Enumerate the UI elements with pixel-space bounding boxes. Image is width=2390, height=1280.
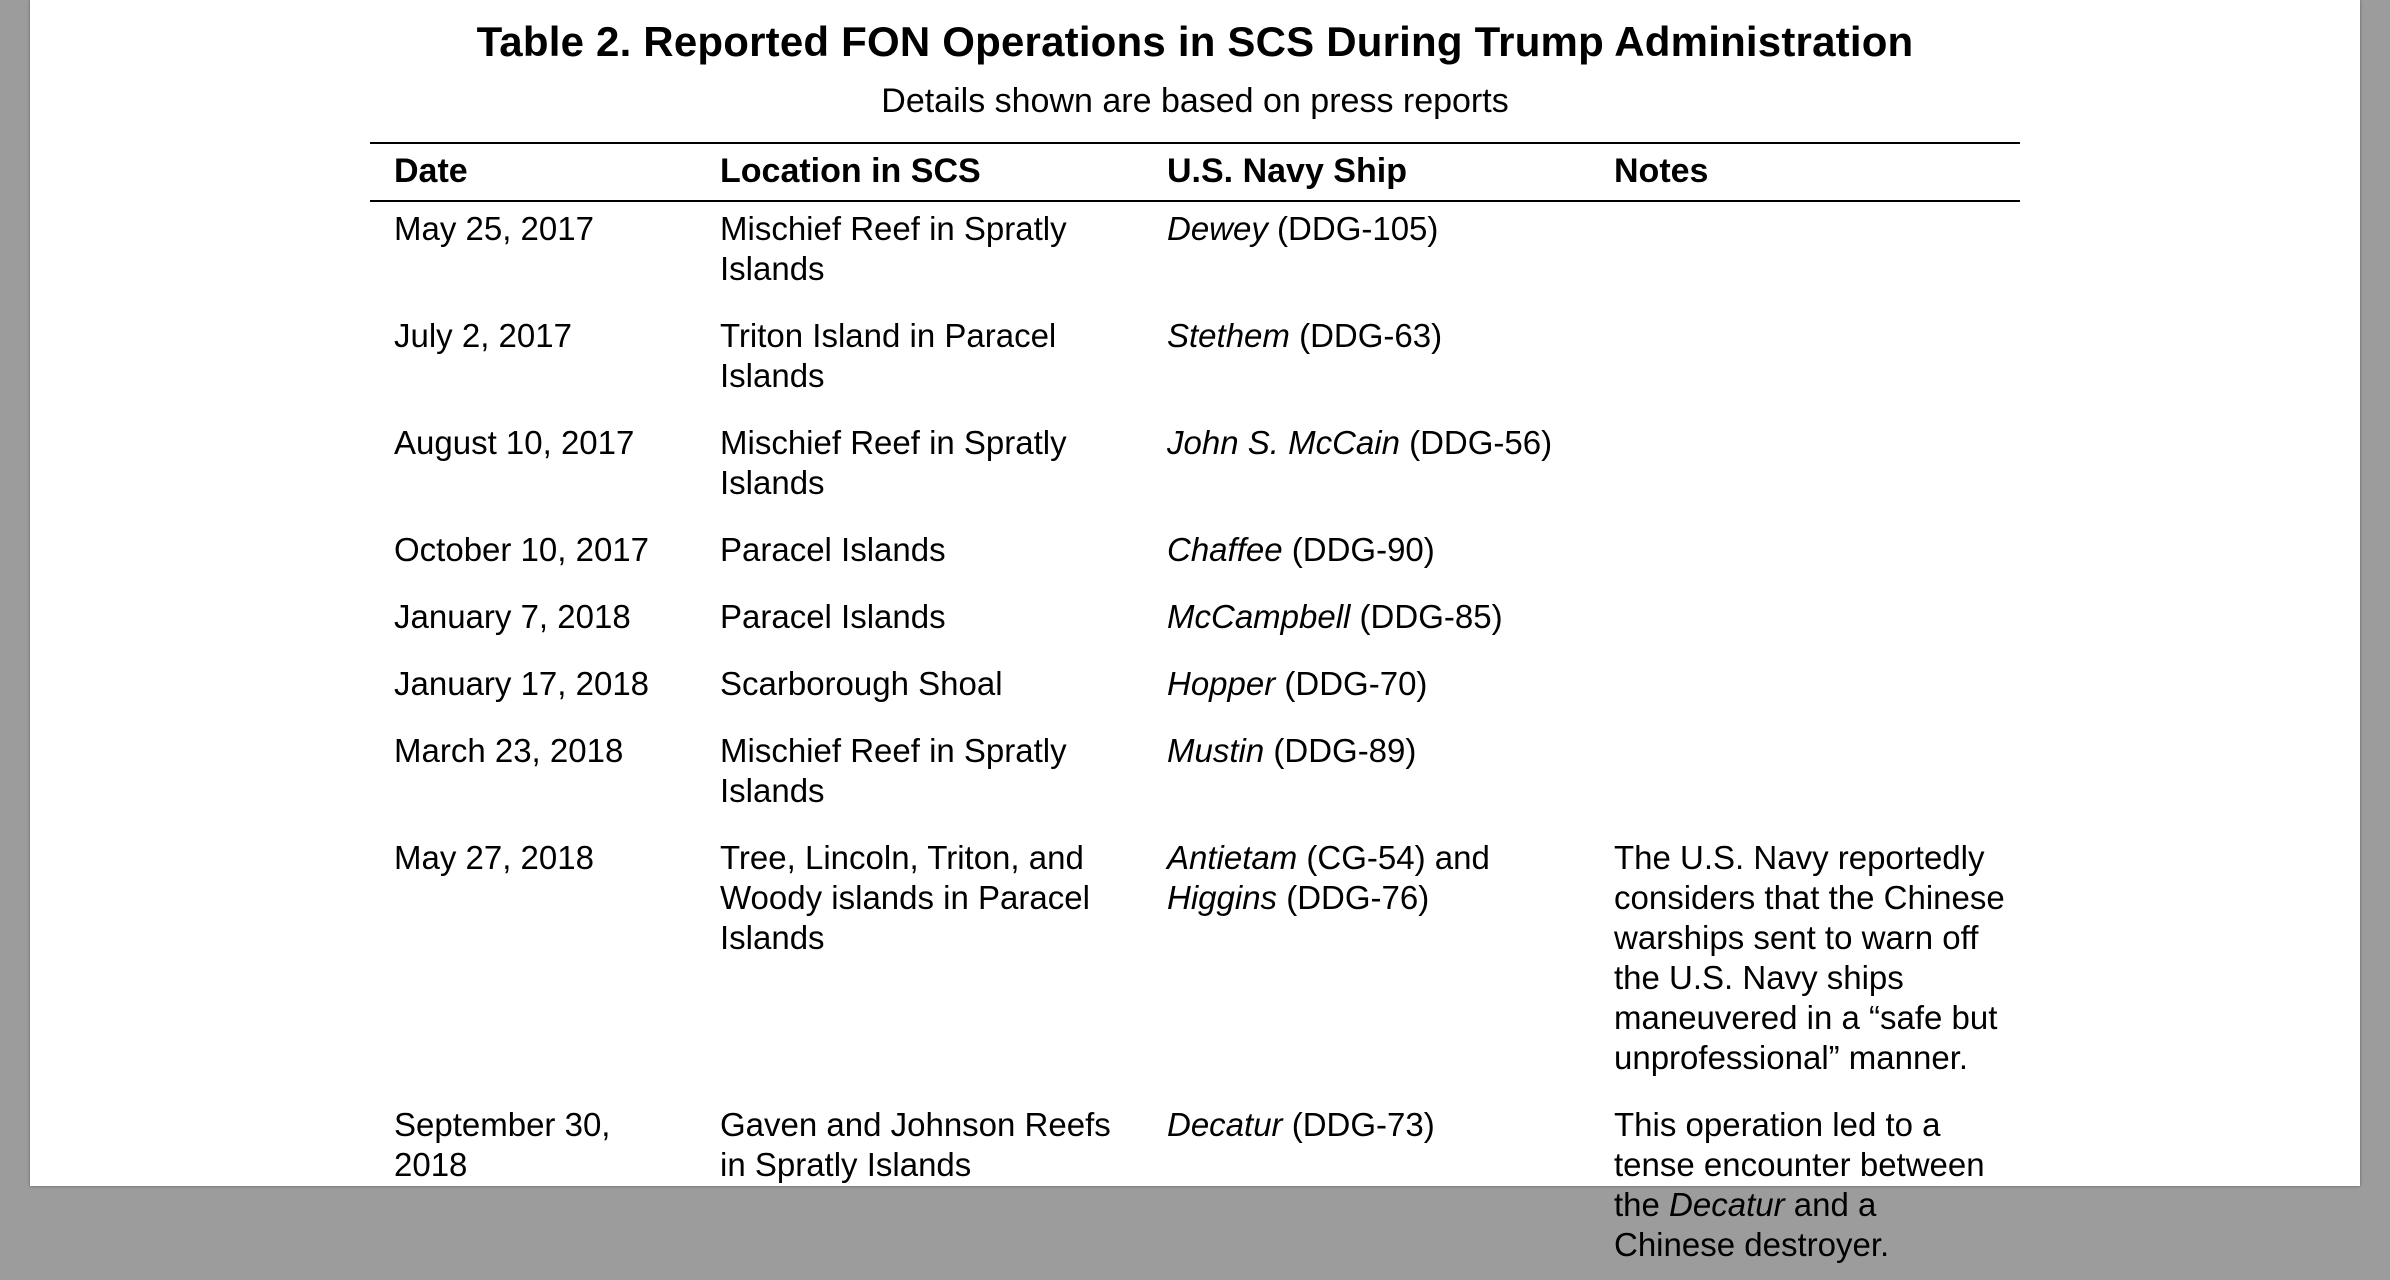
table-row	[370, 585, 2020, 652]
cell-location: Mischief Reef in Spratly Islands	[720, 210, 1067, 287]
cell-location: Mischief Reef in Spratly Islands	[720, 424, 1067, 501]
ship-hull-number: (DDG-105)	[1267, 210, 1439, 247]
ship-hull-number: (DDG-73)	[1282, 1106, 1435, 1143]
table-row	[370, 652, 2020, 719]
cell-date: May 27, 2018	[394, 839, 594, 876]
cell-notes	[1590, 652, 2020, 719]
cell-location: Tree, Lincoln, Triton, and Woody islands in Paracel Islands	[720, 839, 1090, 956]
table-row	[370, 518, 2020, 585]
ship-name: Chaffee	[1167, 531, 1283, 568]
column-header-location: Location in SCS	[696, 143, 1143, 201]
ship-hull-number: (CG-54) and	[1297, 839, 1490, 876]
cell-date: August 10, 2017	[394, 424, 635, 461]
table	[370, 142, 2020, 1280]
cell-date: January 7, 2018	[394, 598, 631, 635]
table-header	[370, 143, 2020, 201]
ship-hull-number: (DDG-90)	[1282, 531, 1435, 568]
cell-ship	[1143, 719, 1590, 826]
column-header-date: Date	[370, 143, 696, 201]
cell-location: Triton Island in Paracel Islands	[720, 317, 1057, 394]
cell-notes: The U.S. Navy reportedly considers that the Chinese warships sent to warn off the U.S. Navy ships maneuvered in a “safe but unprofessional” manner.	[1614, 839, 2005, 1076]
notes-ship-name: Decatur	[1669, 1186, 1785, 1223]
ship-hull-number: (DDG-70)	[1275, 665, 1428, 702]
cell-location: Paracel Islands	[720, 598, 946, 635]
cell-location: Mischief Reef in Spratly Islands	[720, 732, 1067, 809]
notes-text-end: and a Chinese destroyer.	[1614, 1186, 1890, 1263]
table-row	[370, 826, 2020, 1093]
ship-name: Decatur	[1167, 1106, 1283, 1143]
cell-date: July 2, 2017	[394, 317, 572, 354]
cell-ship	[1143, 304, 1590, 411]
ship-hull-number: (DDG-56)	[1399, 424, 1553, 461]
table-row	[370, 304, 2020, 411]
cell-date: October 10, 2017	[394, 531, 650, 568]
cell-location: Gaven and Johnson Reefs in Spratly Islands	[720, 1106, 1111, 1183]
ship-hull-number: (DDG-85)	[1350, 598, 1503, 635]
cell-ship	[1143, 518, 1590, 585]
header-row	[370, 143, 2020, 201]
table-title: Table 2. Reported FON Operations in SCS During Trump Administration	[476, 18, 1914, 65]
cell-location: Paracel Islands	[720, 531, 946, 568]
cell-date: May 25, 2017	[394, 210, 594, 247]
ship-name: McCampbell	[1167, 598, 1351, 635]
fon-operations-table	[370, 142, 2020, 1280]
ship-hull-number: (DDG-63)	[1289, 317, 1443, 354]
ship-name: Stethem	[1167, 317, 1290, 354]
cell-ship	[1143, 201, 1590, 304]
ship-name-second: Higgins	[1167, 879, 1278, 916]
cell-date: September 30, 2018	[394, 1106, 611, 1183]
ship-name: Mustin	[1167, 732, 1265, 769]
cell-ship	[1143, 1093, 1590, 1280]
cell-ship	[1143, 411, 1590, 518]
cell-notes	[1590, 719, 2020, 826]
table-row	[370, 411, 2020, 518]
column-header-ship: U.S. Navy Ship	[1143, 143, 1590, 201]
ship-name: Hopper	[1167, 665, 1276, 702]
cell-notes	[1590, 1093, 2020, 1280]
cell-notes	[1590, 411, 2020, 518]
column-header-notes: Notes	[1590, 143, 2020, 201]
cell-notes	[1590, 304, 2020, 411]
cell-date: January 17, 2018	[394, 665, 650, 702]
table-subtitle: Details shown are based on press reports	[881, 82, 1509, 120]
table-body	[370, 201, 2020, 1280]
cell-location: Scarborough Shoal	[720, 665, 1003, 702]
ship-hull-number: (DDG-89)	[1264, 732, 1417, 769]
cell-ship	[1143, 652, 1590, 719]
table-row	[370, 719, 2020, 826]
cell-ship	[1143, 585, 1590, 652]
cell-ship	[1143, 826, 1590, 1093]
document-page	[30, 0, 2360, 1263]
cell-notes	[1590, 518, 2020, 585]
ship-name: Dewey	[1167, 210, 1268, 247]
cell-date: March 23, 2018	[394, 732, 624, 769]
table-row	[370, 1093, 2020, 1280]
ship-hull-number-second: (DDG-76)	[1277, 879, 1430, 916]
table-row	[370, 201, 2020, 304]
ship-name: Antietam	[1167, 839, 1298, 876]
cell-notes	[1590, 201, 2020, 304]
cell-notes	[1590, 585, 2020, 652]
ship-name: John S. McCain	[1167, 424, 1400, 461]
notes-text: This operation led to a tense encounter between the	[1614, 1106, 1985, 1223]
